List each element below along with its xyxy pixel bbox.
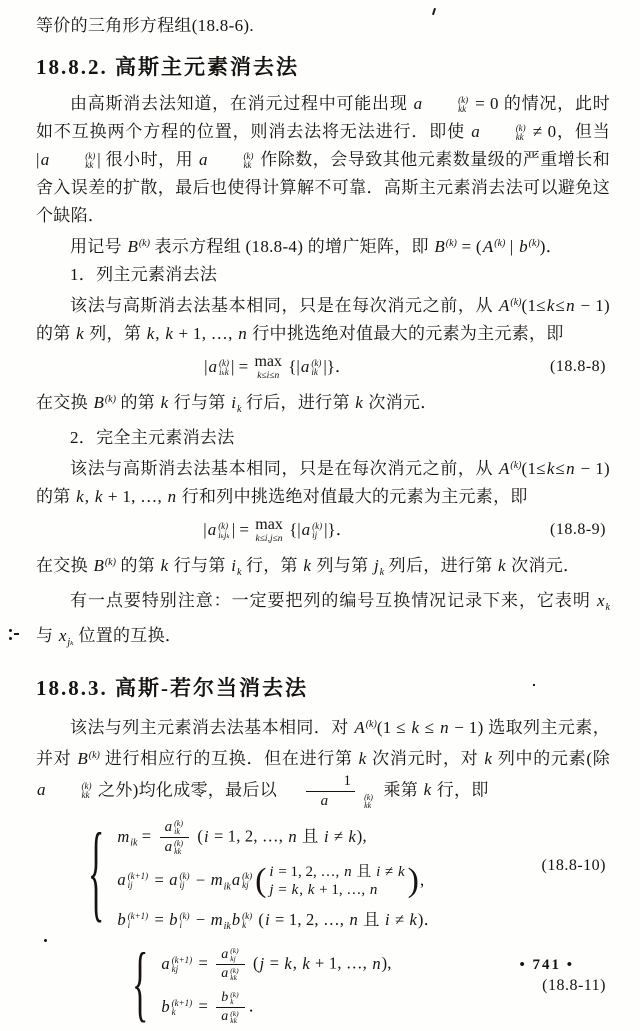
equation-line: a (k+1) kj = a (k) kj a (k) kk (j = k, k + 1, …, n), [161, 946, 392, 983]
equation-body: |a (k) iₖk | = max k≤i≤n {|a (k) ik |}． [204, 353, 352, 382]
section-heading-18-8-3: 18.8.3. 高斯-若尔当消去法 [36, 675, 308, 700]
scan-artifact [14, 633, 19, 635]
equation-line: b (k+1) k = b (k) k a (k) kk ． [161, 989, 266, 1026]
scan-artifact [9, 629, 12, 632]
equation-number: (18.8-11) [542, 977, 606, 995]
list-heading-complete-pivot: 2．完全主元素消去法 [70, 427, 235, 447]
equation-18-8-10 [36, 816, 610, 935]
paragraph-after-eq8: 在交换 $B^{(k)}$ 的第 k 行与第 $i_k$ 行后，进行第 k 次消元． [36, 392, 438, 415]
left-brace: { [132, 938, 149, 1031]
page-number: • 741 • [519, 957, 574, 973]
intro-line: 等价的三角形方程组(18.8-6). [36, 16, 254, 35]
equation-line: a (k+1) ij = a (k) ij − $m_{ik}a$ (k) kj ( i = 1, 2, …, n 且 i ≠ k j = k, k + 1, …, n ), [117, 862, 425, 900]
scan-artifact [533, 684, 535, 686]
equation-number: (18.8-8) [550, 357, 606, 375]
equation-number: (18.8-9) [550, 520, 606, 538]
equation-lines [116, 816, 440, 935]
equation-body: |a (k) iₖjₖ | = max k≤i,j≤n {|a (k) ij |}． [203, 516, 353, 545]
paragraph-after-eq9: 在交换 $B^{(k)}$ 的第 k 行与第 $i_k$ 行，第 k 列与第 $j_k$ 列后，进行第 k 次消元． [36, 555, 581, 578]
paragraph-notation: 用记号 $B^{(k)}$ 表示方程组 (18.8-4) 的增广矩阵，即 $B^{(k)} = (A^{(k)}$ | $b^{(k)}$)． [70, 237, 564, 256]
paragraph-gauss-jordan: 该法与列主元素消去法基本相同．对 $A^{(k)}(1 \le k \le n - 1)$ 选取列主元素，并对 $B^{(k)}$ 进行相应行的互换．但在进行第 k 次消元时，对 k 列中的元素(除 a (k) kk 之外)均化成零，最后以 1 a (k) kk 乘第 k 行，即 [36, 717, 611, 810]
paragraph-pivot-intro: 由高斯消去法知道，在消元过程中可能出现 a (k) kk = 0 的情况，此时如不互换两个方程的位置，则消去法将无法进行．即使 a (k) kk ≠ 0，但当 |a (k) kk | 很小时，用 a (k) kk 作除数，会导致其他元素数量级的严重增长和舍入误差的扩散，最后也使得计算解不可靠．高斯主元素消去法可以避免这个缺陷． [36, 94, 611, 225]
paragraph-complete-pivot: 该法与高斯消去法基本相同，只是在每次消元之前，从 $A^{(k)}(1\le k\le n - 1)$ 的第 k, k + 1, …, n 行和列中挑选绝对值最大的元素为主元素，即 [36, 458, 611, 506]
equation-number: (18.8-10) [541, 856, 606, 874]
list-heading-column-pivot: 1．列主元素消去法 [70, 265, 218, 284]
paragraph-column-pivot: 该法与高斯消去法基本相同，只是在每次消元之前，从 $A^{(k)}(1\le k\le n - 1)$ 的第 k 列，第 k, k + 1, …, n 行中挑选绝对值最大的元素为主元素，即 [36, 296, 611, 343]
scan-artifact [9, 637, 12, 640]
equation-line: $m_{ik}$ = a (k) ik a (k) kk (i = 1, 2, …, n 且 i ≠ k), [117, 818, 367, 856]
left-brace: { [88, 814, 105, 934]
equation-18-8-8 [36, 352, 610, 382]
equation-lines [160, 943, 391, 1029]
equation-line: b (k+1) i = b (k) i − $m_{ik}b$ (k) k (i = 1, 2, …, n 且 i ≠ k)． [117, 910, 441, 933]
scan-artifact [44, 939, 47, 942]
equation-group [88, 816, 610, 935]
equation-18-8-9 [36, 515, 610, 545]
section-heading-18-8-2: 18.8.2. 高斯主元素消去法 [36, 55, 299, 79]
paragraph-note: 有一点要特别注意：一定要把列的编号互换情况记录下来，它表明 $x_k$ 与 $x_{j_k}$ 位置的互换． [36, 590, 610, 648]
